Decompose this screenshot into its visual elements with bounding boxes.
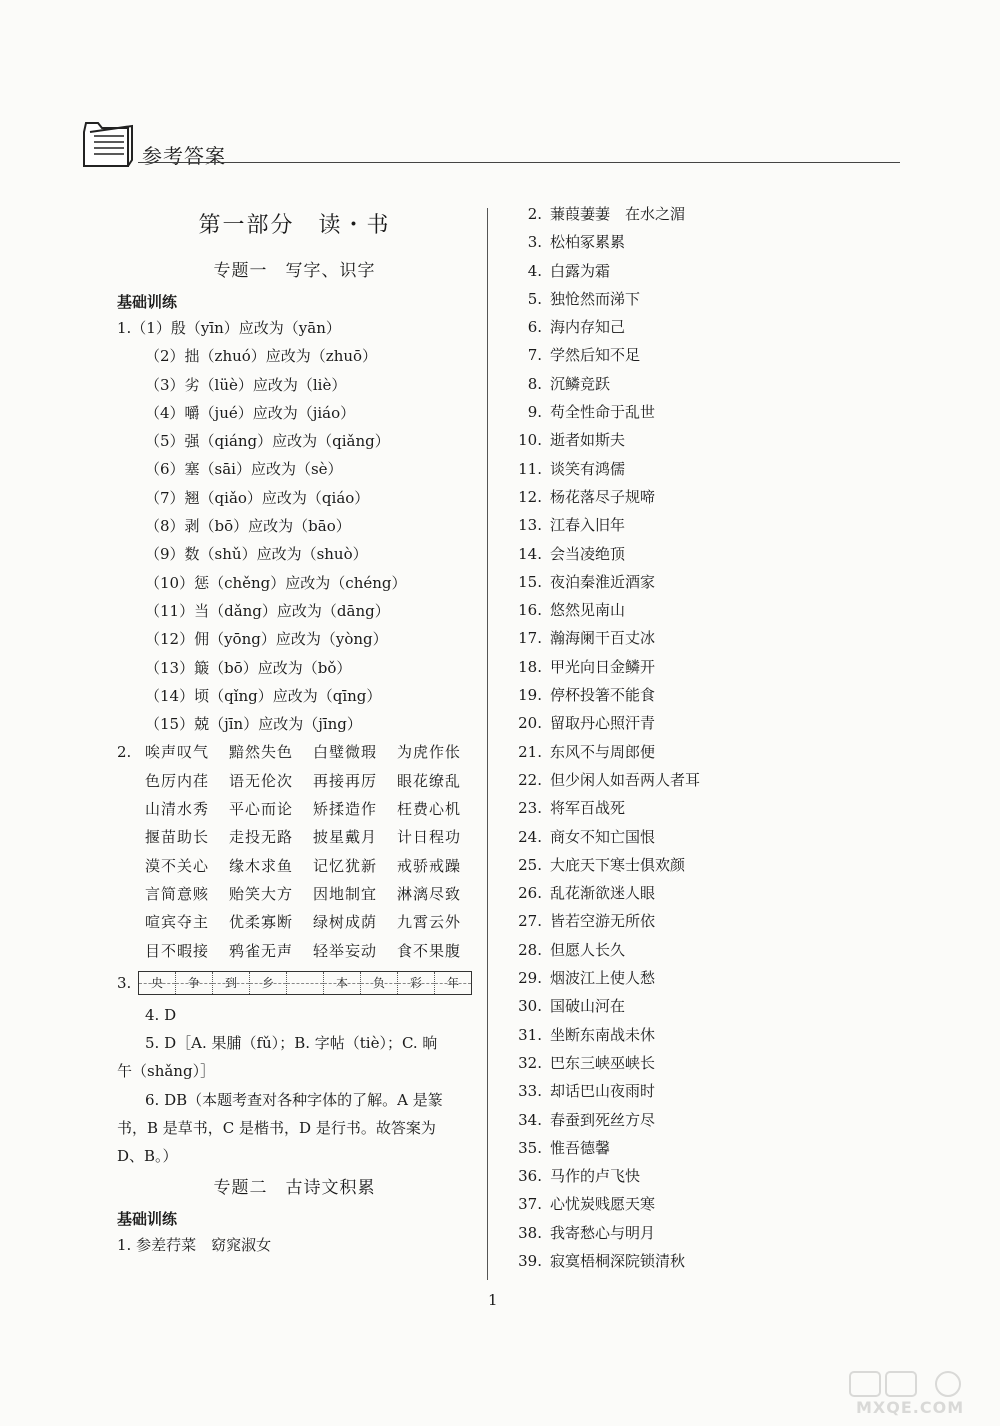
item-text: 国破山河在 [550,997,626,1016]
item-number: 2. [527,205,542,223]
q6-line: 书，B 是草书，C 是楷书，D 是行书。故答案为 [117,1119,436,1138]
answer-item [508,1162,808,1190]
item-number: 34. [518,1110,542,1129]
right-column [508,200,808,1275]
item-text: 瀚海阑干百丈冰 [550,629,656,648]
answer-item [508,341,808,369]
item-number: 16. [518,601,542,620]
item-number: 24. [518,827,542,846]
item-text: 沉鳞竞跃 [550,374,611,393]
answer-item [508,511,808,539]
q1-line: （12）佣（yōng）应改为（yòng） [145,630,388,649]
q1-line: （11）当（dǎng）应改为（dāng） [145,601,390,620]
q1-line: （6）塞（sāi）应改为（sè） [145,460,343,479]
item-number: 13. [518,516,542,535]
item-number: 20. [518,714,542,733]
item-number: 36. [518,1167,542,1186]
item-number: 12. [518,487,542,506]
idiom: 九霄云外 [397,913,462,932]
section2-label: 基础训练 [117,1209,178,1228]
answer-item [508,426,808,454]
q1-line: （4）嚼（jué）应改为（jiáo） [145,403,356,422]
item-text: 心忧炭贱愿天寒 [550,1195,656,1214]
answer-item [508,285,808,313]
item-number: 29. [518,969,542,988]
answer-item [508,1077,808,1105]
item-number: 23. [518,799,542,818]
folder-icon [80,118,136,170]
topic2-title: 专题二 古诗文积累 [213,1177,376,1198]
answer-item [508,624,808,652]
item-number: 4. [527,261,542,280]
item-text: 杨花落尽子规啼 [550,487,656,506]
idiom: 绿树成荫 [313,913,378,932]
page-number: 1 [488,1291,498,1309]
item-number: 14. [518,544,542,563]
answer-item [508,823,808,851]
q6-line: 6. DB（本题考查对各种字体的了解。A 是篆 [145,1090,443,1109]
answer-item [508,681,808,709]
item-text: 独怆然而涕下 [550,289,641,308]
grid-cell: 央 [139,972,176,994]
item-text: 东风不与周郎便 [550,742,656,761]
item-text: 白露为霜 [550,261,611,280]
answer-item [508,1021,808,1049]
header-title: 参考答案 [142,144,226,168]
section1-label: 基础训练 [117,293,178,311]
idiom: 优柔寡断 [229,913,294,932]
item-number: 26. [518,884,542,903]
q1-line: （7）翘（qiǎo）应改为（qiáo） [145,488,370,507]
grid-cell: 年 [435,972,471,994]
item-number: 33. [518,1082,542,1101]
item-text: 悠然见南山 [550,601,626,620]
answer-item [508,794,808,822]
item-text: 皆若空游无所依 [550,912,656,931]
item-text: 留取丹心照汗青 [550,714,656,733]
idiom: 枉费心机 [397,800,462,819]
item-text: 春蚕到死丝方尽 [550,1110,656,1129]
page-header [80,118,900,170]
item-text: 会当凌绝顶 [550,544,626,563]
answer-item [508,313,808,341]
item-text: 商女不知亡国恨 [550,827,656,846]
answer-item [508,398,808,426]
answer-item [508,1247,808,1275]
answer-item [508,596,808,624]
item-number: 19. [518,686,542,705]
item-text: 我寄愁心与明月 [550,1223,656,1242]
answer-item [508,257,808,285]
item-text: 江春入旧年 [550,516,626,535]
question-4: 4. D [145,1005,177,1024]
q1-line: （15）兢（jīn）应改为（jīng） [145,715,362,734]
q5-line: 5. D［A. 果脯（fǔ）；B. 字帖（tiè）；C. 晌 [145,1034,438,1053]
idiom: 揠苗助长 [145,828,210,847]
question-3 [117,965,472,1001]
q1-line: （14）顷（qǐng）应改为（qīng） [145,686,382,705]
item-text: 夜泊秦淮近酒家 [550,572,656,591]
answer-item [508,1049,808,1077]
idiom: 语无伦次 [229,771,294,790]
answer-item [508,483,808,511]
item-number: 28. [518,940,542,959]
answer-item [508,370,808,398]
item-text: 但愿人长久 [550,940,626,959]
item-text: 逝者如斯夫 [550,431,626,450]
left-column [117,210,472,1259]
idiom: 鸦雀无声 [229,941,294,960]
idiom: 白璧微瑕 [313,743,378,762]
q5-line: 午（shǎng）］ [117,1062,216,1081]
item-number: 5. [527,289,542,308]
idiom: 淋漓尽致 [397,884,462,903]
item-text: 坐断东南战未休 [550,1025,656,1044]
part-title: 第一部分 读・书 [198,213,391,238]
item-number: 38. [518,1223,542,1242]
item-text: 但少闲人如吾两人者耳 [550,770,701,789]
item-number: 8. [527,374,542,393]
idiom: 披星戴月 [313,828,378,847]
item-text: 巴东三峡巫峡长 [550,1053,656,1072]
answer-item [508,1190,808,1218]
answer-item [508,907,808,935]
grid-cell: 彩 [398,972,435,994]
idiom: 记忆犹新 [313,856,378,875]
question-6 [117,1086,472,1171]
answer-item [508,1106,808,1134]
idiom: 因地制宜 [313,884,378,903]
answer-item [508,766,808,794]
idiom: 计日程功 [397,828,462,847]
topic2-q1: 1. 参差荇菜 窈窕淑女 [117,1235,272,1254]
q1-line: （10）惩（chěng）应改为（chéng） [145,573,407,592]
answer-item [508,738,808,766]
item-text: 停杯投箸不能食 [550,686,656,705]
q2-label: 2. [117,743,132,762]
item-number: 10. [518,431,542,450]
item-text: 蒹葭萋萋 在水之湄 [550,205,686,223]
item-text: 烟波江上使人愁 [550,969,656,988]
item-text: 学然后知不足 [550,346,641,365]
answer-item [508,653,808,681]
idiom: 黯然失色 [229,743,294,762]
column-divider [487,208,488,1280]
item-number: 6. [527,318,542,337]
answer-item [508,540,808,568]
idiom: 唉声叹气 [145,743,210,762]
grid-cell: 负 [361,972,398,994]
answer-item [508,200,808,228]
q3-label: 3. [117,973,132,992]
idiom: 眼花缭乱 [397,771,462,790]
grid-cell: 到 [213,972,250,994]
item-text: 将军百战死 [550,799,626,818]
answer-item [508,568,808,596]
answer-item [508,228,808,256]
item-text: 谈笑有鸿儒 [550,459,626,478]
q6-line: D、B。） [117,1147,178,1166]
item-number: 22. [518,770,542,789]
answer-item [508,1134,808,1162]
answer-item [508,879,808,907]
idiom: 食不果腹 [397,941,462,960]
item-text: 惟吾德馨 [550,1138,611,1157]
idiom: 喧宾夺主 [145,913,210,932]
answer-item [508,851,808,879]
item-number: 27. [518,912,542,931]
idiom: 为虎作伥 [397,743,462,762]
idiom: 戒骄戒躁 [397,856,462,875]
topic1-title: 专题一 写字、识字 [213,261,376,281]
item-text: 寂寞梧桐深院锁清秋 [550,1251,686,1270]
idiom: 漠不关心 [145,856,210,875]
idiom: 色厉内荏 [145,771,210,790]
item-text: 马作的卢飞快 [550,1167,641,1186]
answer-item [508,964,808,992]
item-number: 7. [527,346,542,365]
answer-item [508,992,808,1020]
idiom: 山清水秀 [145,800,210,819]
grid-cell: 乡 [250,972,287,994]
question-2 [117,738,472,964]
item-number: 39. [518,1251,542,1270]
watermark-text: MXQE.COM [856,1398,965,1417]
question-1 [117,314,472,738]
item-number: 31. [518,1025,542,1044]
item-number: 17. [518,629,542,648]
idiom: 目不暇接 [145,941,210,960]
item-number: 11. [518,459,542,478]
q1-line: 1.（1）殷（yīn）应改为（yān） [117,319,341,337]
q1-line: （13）簸（bō）应改为（bǒ） [145,658,352,677]
watermark-logo-icon [848,1370,978,1400]
grid-cell [287,972,324,994]
q2-idiom-grid [117,738,472,964]
idiom: 言简意赅 [145,884,210,903]
item-text: 却话巴山夜雨时 [550,1082,656,1101]
idiom: 缘木求鱼 [229,856,294,875]
question-5 [117,1029,472,1086]
answer-item [508,709,808,737]
item-number: 9. [527,403,542,422]
item-text: 乱花渐欲迷人眼 [550,884,656,903]
idiom: 贻笑大方 [229,884,294,903]
idiom: 轻举妄动 [313,941,378,960]
idiom: 矫揉造作 [313,800,378,819]
item-number: 32. [518,1053,542,1072]
q1-line: （9）数（shǔ）应改为（shuò） [145,545,368,564]
handwriting-grid [138,971,472,995]
q1-line: （3）劣（lüè）应改为（liè） [145,375,347,394]
item-number: 30. [518,997,542,1016]
q1-line: （8）剥（bō）应改为（bāo） [145,517,351,536]
q1-line: （2）拙（zhuó）应改为（zhuō） [145,347,378,366]
item-number: 18. [518,657,542,676]
q1-line: （5）强（qiáng）应改为（qiǎng） [145,432,390,451]
answer-item [508,1219,808,1247]
item-text: 大庇天下寒士俱欢颜 [550,855,686,874]
answer-item [508,936,808,964]
item-number: 21. [518,742,542,761]
item-number: 35. [518,1138,542,1157]
idiom: 再接再厉 [313,771,378,790]
item-number: 3. [527,233,542,252]
watermark [848,1370,978,1420]
idiom: 走投无路 [229,828,294,847]
idiom: 平心而论 [229,800,294,819]
answer-item [508,455,808,483]
grid-cell: 本 [324,972,361,994]
header-rule [138,162,900,163]
item-text: 海内存知己 [550,318,626,337]
item-text: 甲光向日金鳞开 [550,657,656,676]
item-number: 25. [518,855,542,874]
item-number: 15. [518,572,542,591]
item-text: 松柏冢累累 [550,233,626,252]
item-text: 苟全性命于乱世 [550,403,656,422]
item-number: 37. [518,1195,542,1214]
grid-cell: 争 [176,972,213,994]
